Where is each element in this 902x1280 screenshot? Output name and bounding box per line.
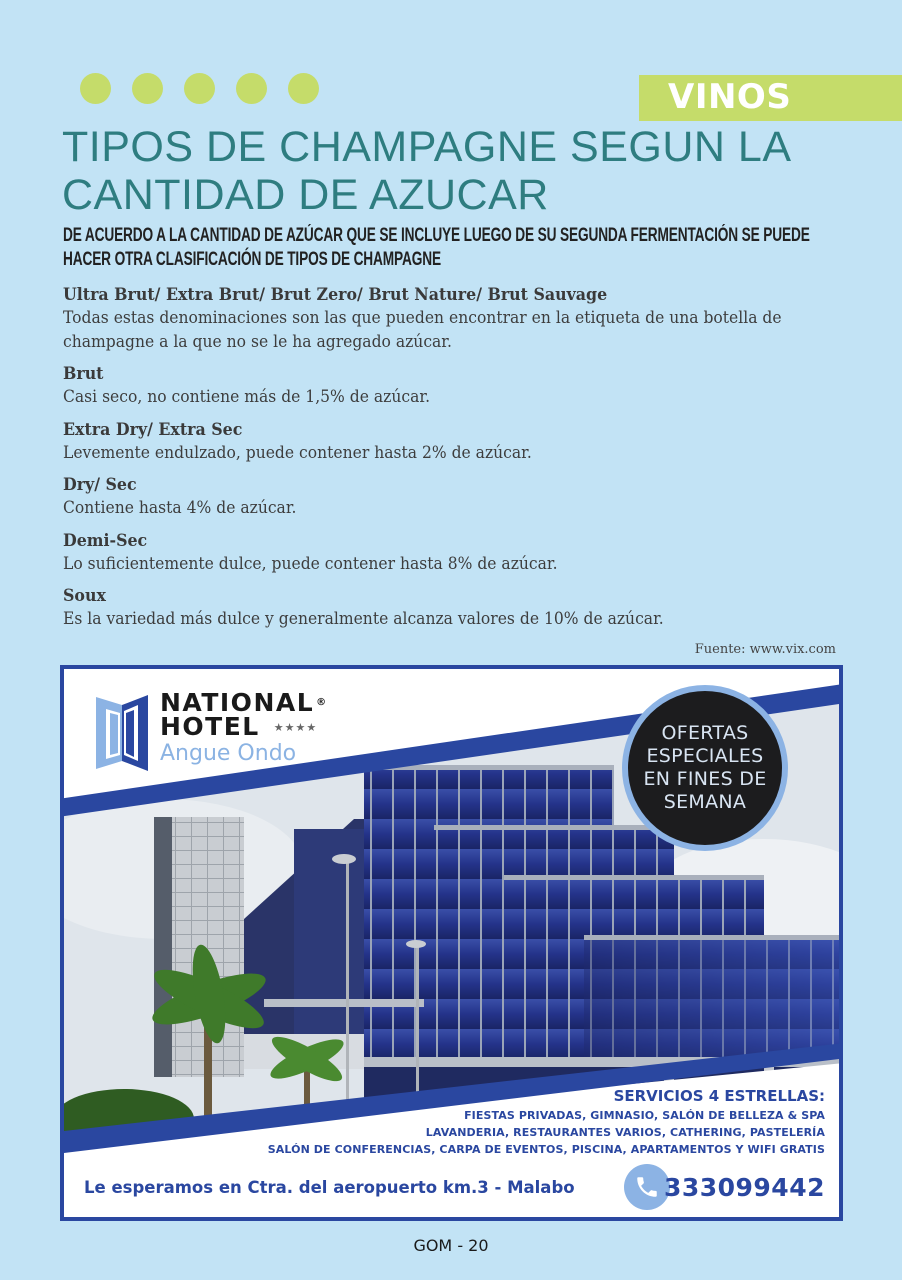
item-name: Brut	[63, 364, 104, 384]
item-description: Levemente endulzado, puede contener hasta 2% de azúcar.	[63, 442, 532, 463]
item-name: Soux	[63, 586, 106, 606]
logo-line-national: NATIONAL ®	[160, 688, 328, 717]
item-name: Extra Dry/ Extra Sec	[63, 419, 243, 440]
badge-line: EN FINES DE	[643, 768, 767, 790]
services-line: FIESTAS PRIVADAS, GIMNASIO, SALÓN DE BELLEZA & SPA	[464, 1109, 825, 1122]
dot	[132, 73, 163, 104]
item-description: Contiene hasta 4% de azúcar.	[63, 498, 297, 518]
item-name: Ultra Brut/ Extra Brut/ Brut Zero/ Brut Nature/ Brut Sauvage	[63, 285, 608, 305]
dot	[80, 73, 111, 104]
page-title: TIPOS DE CHAMPAGNE SEGUN LA CANTIDAD DE AZUCAR	[62, 123, 790, 219]
list-item	[63, 530, 853, 577]
list-item	[63, 474, 853, 521]
services-heading: SERVICIOS 4 ESTRELLAS:	[613, 1087, 825, 1105]
decorative-dots	[80, 73, 319, 104]
list-item	[63, 419, 853, 466]
logo-line-location: Angue Ondo	[160, 741, 297, 766]
dot	[184, 73, 215, 104]
item-name: Dry/ Sec	[63, 475, 137, 495]
item-description: Todas estas denominaciones son las que pueden encontrar en la etiqueta de una botella de champagne a la que no se le ha agregado azúcar.	[63, 308, 782, 352]
list-item	[63, 284, 853, 354]
badge-line: OFERTAS	[661, 722, 749, 744]
item-description: Casi seco, no contiene más de 1,5% de azúcar.	[63, 387, 431, 407]
champagne-types-list	[63, 284, 853, 641]
dot	[288, 73, 319, 104]
list-item	[63, 585, 853, 632]
badge-line: ESPECIALES	[646, 745, 764, 767]
phone-number: 333099442	[663, 1172, 825, 1202]
item-description: Lo suficientemente dulce, puede contener hasta 8% de azúcar.	[63, 553, 558, 574]
hotel-address: Le esperamos en Ctra. del aeropuerto km.3 - Malabo	[84, 1177, 575, 1197]
section-tag	[639, 75, 902, 121]
section-tag-label: VINOS	[668, 77, 792, 117]
page-subtitle: DE ACUERDO A LA CANTIDAD DE AZÚCAR QUE SE INCLUYE LUEGO DE SU SEGUNDA FERMENTACIÓN SE PUEDE HACER OTRA CLASIFICACIÓN DE TIPOS DE CHAMPAGNE	[63, 225, 810, 270]
badge-line: SEMANA	[663, 791, 747, 813]
hotel-logo	[92, 688, 328, 773]
item-name: Demi-Sec	[63, 530, 148, 551]
services-line: SALÓN DE CONFERENCIAS, CARPA DE EVENTOS, PISCINA, APARTAMENTOS Y WIFI GRATIS	[267, 1143, 825, 1156]
door-logo-icon	[92, 691, 152, 773]
hotel-advertisement	[60, 665, 843, 1221]
services-line: LAVANDERIA, RESTAURANTES VARIOS, CATHERING, PASTELERÍA	[425, 1126, 825, 1139]
source-credit: Fuente: www.vix.com	[694, 642, 836, 657]
dot	[236, 73, 267, 104]
list-item	[63, 363, 853, 410]
contact-bar	[84, 1163, 825, 1211]
item-description: Es la variedad más dulce y generalmente alcanza valores de 10% de azúcar.	[63, 609, 664, 629]
page-number: GOM - 20	[413, 1236, 489, 1255]
weekend-offers-badge	[622, 685, 788, 851]
services-list	[268, 1087, 825, 1158]
star-rating-icon: ★★★★	[273, 721, 318, 734]
logo-line-hotel: HOTEL ★★★★	[160, 712, 318, 741]
